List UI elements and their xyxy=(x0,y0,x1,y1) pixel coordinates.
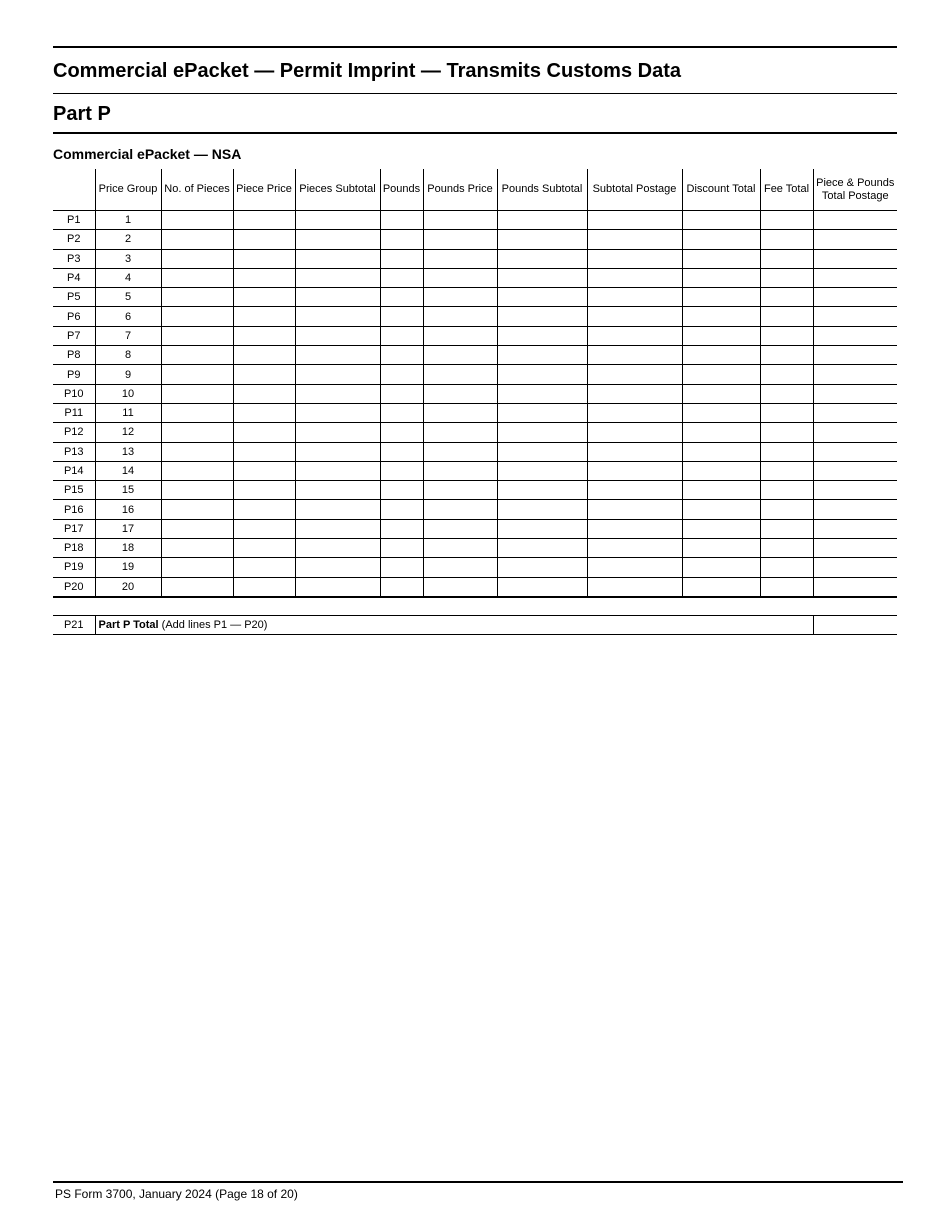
line-number: P9 xyxy=(53,365,95,384)
table-row xyxy=(53,423,897,442)
no-of-pieces-cell[interactable] xyxy=(161,423,233,442)
postage-table xyxy=(53,169,897,598)
subtotal-postage-cell[interactable] xyxy=(587,384,682,403)
pounds-subtotal-cell[interactable] xyxy=(497,519,587,538)
pounds-cell[interactable] xyxy=(380,558,423,577)
no-of-pieces-cell[interactable] xyxy=(161,461,233,480)
pieces-subtotal-cell[interactable] xyxy=(295,461,380,480)
discount-total-cell[interactable] xyxy=(682,577,760,597)
subtotal-postage-cell[interactable] xyxy=(587,519,682,538)
total-postage-cell[interactable] xyxy=(813,211,897,230)
pounds-subtotal-cell[interactable] xyxy=(497,423,587,442)
total-postage-cell[interactable] xyxy=(813,326,897,345)
table-row xyxy=(53,249,897,268)
fee-total-cell[interactable] xyxy=(760,539,813,558)
fee-total-cell[interactable] xyxy=(760,519,813,538)
subtotal-postage-cell[interactable] xyxy=(587,326,682,345)
price-group-value: 5 xyxy=(95,288,161,307)
piece-price-cell[interactable] xyxy=(233,307,295,326)
pounds-price-cell[interactable] xyxy=(423,519,497,538)
line-number: P14 xyxy=(53,461,95,480)
price-group-value: 3 xyxy=(95,249,161,268)
price-group-value: 19 xyxy=(95,558,161,577)
fee-total-cell[interactable] xyxy=(760,558,813,577)
total-postage-cell[interactable] xyxy=(813,577,897,597)
no-of-pieces-cell[interactable] xyxy=(161,326,233,345)
price-group-value: 7 xyxy=(95,326,161,345)
pounds-subtotal-cell[interactable] xyxy=(497,500,587,519)
table-row xyxy=(53,346,897,365)
fee-total-cell[interactable] xyxy=(760,500,813,519)
pounds-subtotal-cell[interactable] xyxy=(497,403,587,422)
price-group-value: 4 xyxy=(95,268,161,287)
pieces-subtotal-cell[interactable] xyxy=(295,384,380,403)
discount-total-cell[interactable] xyxy=(682,288,760,307)
discount-total-cell[interactable] xyxy=(682,539,760,558)
no-of-pieces-cell[interactable] xyxy=(161,558,233,577)
pounds-cell[interactable] xyxy=(380,307,423,326)
discount-total-cell[interactable] xyxy=(682,211,760,230)
pounds-subtotal-cell[interactable] xyxy=(497,230,587,249)
line-number: P3 xyxy=(53,249,95,268)
line-number: P19 xyxy=(53,558,95,577)
pounds-price-cell[interactable] xyxy=(423,423,497,442)
table-row xyxy=(53,442,897,461)
piece-price-cell[interactable] xyxy=(233,268,295,287)
no-of-pieces-cell[interactable] xyxy=(161,365,233,384)
pounds-price-cell[interactable] xyxy=(423,500,497,519)
pounds-price-cell[interactable] xyxy=(423,326,497,345)
discount-total-cell[interactable] xyxy=(682,481,760,500)
pounds-subtotal-cell[interactable] xyxy=(497,288,587,307)
price-group-value: 16 xyxy=(95,500,161,519)
table-row xyxy=(53,288,897,307)
piece-price-cell[interactable] xyxy=(233,365,295,384)
total-postage-cell[interactable] xyxy=(813,481,897,500)
line-number: P16 xyxy=(53,500,95,519)
pounds-subtotal-cell[interactable] xyxy=(497,461,587,480)
line-number: P15 xyxy=(53,481,95,500)
pieces-subtotal-cell[interactable] xyxy=(295,211,380,230)
fee-total-cell[interactable] xyxy=(760,384,813,403)
table-row xyxy=(53,326,897,345)
discount-total-cell[interactable] xyxy=(682,384,760,403)
total-postage-cell[interactable] xyxy=(813,423,897,442)
fee-total-cell[interactable] xyxy=(760,403,813,422)
col-header-line xyxy=(53,169,95,211)
piece-price-cell[interactable] xyxy=(233,249,295,268)
line-number: P13 xyxy=(53,442,95,461)
total-label: Part P Total xyxy=(98,619,159,631)
price-group-value: 15 xyxy=(95,481,161,500)
pieces-subtotal-cell[interactable] xyxy=(295,500,380,519)
pounds-subtotal-cell[interactable] xyxy=(497,268,587,287)
table-row xyxy=(53,500,897,519)
table-row xyxy=(53,211,897,230)
line-number: P12 xyxy=(53,423,95,442)
part-heading: Part P xyxy=(53,103,111,125)
no-of-pieces-cell[interactable] xyxy=(161,249,233,268)
pounds-cell[interactable] xyxy=(380,249,423,268)
discount-total-cell[interactable] xyxy=(682,346,760,365)
pounds-subtotal-cell[interactable] xyxy=(497,249,587,268)
no-of-pieces-cell[interactable] xyxy=(161,442,233,461)
pounds-price-cell[interactable] xyxy=(423,211,497,230)
pieces-subtotal-cell[interactable] xyxy=(295,403,380,422)
table-row xyxy=(53,384,897,403)
total-postage-cell[interactable] xyxy=(813,346,897,365)
fee-total-cell[interactable] xyxy=(760,249,813,268)
line-number: P4 xyxy=(53,268,95,287)
total-postage-cell[interactable] xyxy=(813,230,897,249)
price-group-value: 1 xyxy=(95,211,161,230)
price-group-value: 20 xyxy=(95,577,161,597)
discount-total-cell[interactable] xyxy=(682,365,760,384)
pounds-cell[interactable] xyxy=(380,346,423,365)
total-table xyxy=(53,615,897,635)
total-postage-cell[interactable] xyxy=(813,558,897,577)
piece-price-cell[interactable] xyxy=(233,519,295,538)
piece-price-cell[interactable] xyxy=(233,384,295,403)
pounds-price-cell[interactable] xyxy=(423,577,497,597)
piece-price-cell[interactable] xyxy=(233,577,295,597)
pounds-cell[interactable] xyxy=(380,403,423,422)
piece-price-cell[interactable] xyxy=(233,288,295,307)
price-group-value: 17 xyxy=(95,519,161,538)
piece-price-cell[interactable] xyxy=(233,461,295,480)
fee-total-cell[interactable] xyxy=(760,481,813,500)
table-row xyxy=(53,307,897,326)
pounds-cell[interactable] xyxy=(380,268,423,287)
subtotal-postage-cell[interactable] xyxy=(587,577,682,597)
no-of-pieces-cell[interactable] xyxy=(161,346,233,365)
pieces-subtotal-cell[interactable] xyxy=(295,577,380,597)
discount-total-cell[interactable] xyxy=(682,519,760,538)
col-header-no-of-pieces: No. of Pieces xyxy=(161,169,233,211)
footer-rule xyxy=(53,1181,903,1183)
pieces-subtotal-cell[interactable] xyxy=(295,558,380,577)
piece-price-cell[interactable] xyxy=(233,500,295,519)
no-of-pieces-cell[interactable] xyxy=(161,539,233,558)
pieces-subtotal-cell[interactable] xyxy=(295,365,380,384)
no-of-pieces-cell[interactable] xyxy=(161,268,233,287)
pounds-cell[interactable] xyxy=(380,577,423,597)
pounds-cell[interactable] xyxy=(380,423,423,442)
fee-total-cell[interactable] xyxy=(760,326,813,345)
fee-total-cell[interactable] xyxy=(760,365,813,384)
table-row xyxy=(53,268,897,287)
no-of-pieces-cell[interactable] xyxy=(161,577,233,597)
form-footer: PS Form 3700, January 2024 (Page 18 of 20) xyxy=(55,1187,298,1201)
pounds-cell[interactable] xyxy=(380,288,423,307)
col-header-pounds-subtotal: Pounds Subtotal xyxy=(497,169,587,211)
discount-total-cell[interactable] xyxy=(682,461,760,480)
subtotal-postage-cell[interactable] xyxy=(587,249,682,268)
pounds-subtotal-cell[interactable] xyxy=(497,326,587,345)
line-number: P8 xyxy=(53,346,95,365)
pieces-subtotal-cell[interactable] xyxy=(295,249,380,268)
price-group-value: 10 xyxy=(95,384,161,403)
pounds-price-cell[interactable] xyxy=(423,230,497,249)
discount-total-cell[interactable] xyxy=(682,307,760,326)
pieces-subtotal-cell[interactable] xyxy=(295,519,380,538)
pounds-cell[interactable] xyxy=(380,211,423,230)
pounds-subtotal-cell[interactable] xyxy=(497,346,587,365)
line-number: P11 xyxy=(53,403,95,422)
discount-total-cell[interactable] xyxy=(682,423,760,442)
col-header-pieces-subtotal: Pieces Subtotal xyxy=(295,169,380,211)
subtotal-postage-cell[interactable] xyxy=(587,423,682,442)
pounds-cell[interactable] xyxy=(380,500,423,519)
col-header-price-group: Price Group xyxy=(95,169,161,211)
subtotal-postage-cell[interactable] xyxy=(587,211,682,230)
piece-price-cell[interactable] xyxy=(233,211,295,230)
fee-total-cell[interactable] xyxy=(760,307,813,326)
subtotal-postage-cell[interactable] xyxy=(587,539,682,558)
fee-total-cell[interactable] xyxy=(760,288,813,307)
price-group-value: 12 xyxy=(95,423,161,442)
col-header-pounds-price: Pounds Price xyxy=(423,169,497,211)
price-group-value: 13 xyxy=(95,442,161,461)
pounds-price-cell[interactable] xyxy=(423,539,497,558)
total-postage-cell[interactable] xyxy=(813,288,897,307)
pounds-price-cell[interactable] xyxy=(423,268,497,287)
no-of-pieces-cell[interactable] xyxy=(161,230,233,249)
discount-total-cell[interactable] xyxy=(682,558,760,577)
table-row xyxy=(53,539,897,558)
piece-price-cell[interactable] xyxy=(233,230,295,249)
no-of-pieces-cell[interactable] xyxy=(161,500,233,519)
pounds-subtotal-cell[interactable] xyxy=(497,577,587,597)
piece-price-cell[interactable] xyxy=(233,539,295,558)
pounds-price-cell[interactable] xyxy=(423,365,497,384)
no-of-pieces-cell[interactable] xyxy=(161,288,233,307)
table-row xyxy=(53,461,897,480)
pieces-subtotal-cell[interactable] xyxy=(295,481,380,500)
pounds-subtotal-cell[interactable] xyxy=(497,211,587,230)
subtotal-postage-cell[interactable] xyxy=(587,461,682,480)
price-group-value: 6 xyxy=(95,307,161,326)
total-postage-cell[interactable] xyxy=(813,461,897,480)
total-postage-cell[interactable] xyxy=(813,249,897,268)
total-postage-cell[interactable] xyxy=(813,519,897,538)
line-number: P5 xyxy=(53,288,95,307)
col-header-pounds: Pounds xyxy=(380,169,423,211)
no-of-pieces-cell[interactable] xyxy=(161,481,233,500)
discount-total-cell[interactable] xyxy=(682,403,760,422)
total-line-number: P21 xyxy=(53,616,95,635)
total-postage-cell[interactable] xyxy=(813,442,897,461)
total-postage-cell[interactable] xyxy=(813,307,897,326)
subtotal-postage-cell[interactable] xyxy=(587,268,682,287)
table-row xyxy=(53,481,897,500)
line-number: P7 xyxy=(53,326,95,345)
discount-total-cell[interactable] xyxy=(682,249,760,268)
top-rule xyxy=(53,46,897,48)
pounds-subtotal-cell[interactable] xyxy=(497,539,587,558)
piece-price-cell[interactable] xyxy=(233,558,295,577)
fee-total-cell[interactable] xyxy=(760,442,813,461)
piece-price-cell[interactable] xyxy=(233,326,295,345)
table-row xyxy=(53,403,897,422)
total-postage-cell[interactable] xyxy=(813,500,897,519)
pounds-subtotal-cell[interactable] xyxy=(497,442,587,461)
pieces-subtotal-cell[interactable] xyxy=(295,423,380,442)
discount-total-cell[interactable] xyxy=(682,500,760,519)
subtotal-postage-cell[interactable] xyxy=(587,500,682,519)
line-number: P1 xyxy=(53,211,95,230)
total-postage-cell[interactable] xyxy=(813,384,897,403)
pounds-cell[interactable] xyxy=(380,384,423,403)
discount-total-cell[interactable] xyxy=(682,268,760,287)
subtotal-postage-cell[interactable] xyxy=(587,403,682,422)
pieces-subtotal-cell[interactable] xyxy=(295,288,380,307)
subtotal-postage-cell[interactable] xyxy=(587,346,682,365)
pounds-price-cell[interactable] xyxy=(423,442,497,461)
pounds-subtotal-cell[interactable] xyxy=(497,558,587,577)
pounds-cell[interactable] xyxy=(380,442,423,461)
pounds-price-cell[interactable] xyxy=(423,558,497,577)
fee-total-cell[interactable] xyxy=(760,211,813,230)
pounds-cell[interactable] xyxy=(380,481,423,500)
pounds-price-cell[interactable] xyxy=(423,384,497,403)
subtotal-postage-cell[interactable] xyxy=(587,307,682,326)
total-amount-cell[interactable] xyxy=(813,616,897,635)
section-heading: Commercial ePacket — NSA xyxy=(53,146,242,162)
no-of-pieces-cell[interactable] xyxy=(161,384,233,403)
total-postage-cell[interactable] xyxy=(813,403,897,422)
no-of-pieces-cell[interactable] xyxy=(161,211,233,230)
table-row xyxy=(53,519,897,538)
subtotal-postage-cell[interactable] xyxy=(587,288,682,307)
col-header-discount-total: Discount Total xyxy=(682,169,760,211)
pounds-subtotal-cell[interactable] xyxy=(497,481,587,500)
subtotal-postage-cell[interactable] xyxy=(587,481,682,500)
subtotal-postage-cell[interactable] xyxy=(587,230,682,249)
price-group-value: 18 xyxy=(95,539,161,558)
table-row xyxy=(53,230,897,249)
part-divider xyxy=(53,132,897,134)
col-header-piece-price: Piece Price xyxy=(233,169,295,211)
fee-total-cell[interactable] xyxy=(760,268,813,287)
col-header-fee-total: Fee Total xyxy=(760,169,813,211)
pounds-subtotal-cell[interactable] xyxy=(497,384,587,403)
pieces-subtotal-cell[interactable] xyxy=(295,539,380,558)
line-number: P17 xyxy=(53,519,95,538)
pounds-cell[interactable] xyxy=(380,461,423,480)
pounds-price-cell[interactable] xyxy=(423,481,497,500)
no-of-pieces-cell[interactable] xyxy=(161,519,233,538)
price-group-value: 9 xyxy=(95,365,161,384)
total-row xyxy=(53,616,897,635)
table-body xyxy=(53,211,897,597)
line-number: P6 xyxy=(53,307,95,326)
pounds-cell[interactable] xyxy=(380,230,423,249)
subtotal-postage-cell[interactable] xyxy=(587,558,682,577)
line-number: P2 xyxy=(53,230,95,249)
pieces-subtotal-cell[interactable] xyxy=(295,307,380,326)
total-note: (Add lines P1 — P20) xyxy=(161,619,268,631)
discount-total-cell[interactable] xyxy=(682,326,760,345)
col-header-subtotal-postage: Subtotal Postage xyxy=(587,169,682,211)
pounds-price-cell[interactable] xyxy=(423,403,497,422)
pieces-subtotal-cell[interactable] xyxy=(295,230,380,249)
piece-price-cell[interactable] xyxy=(233,346,295,365)
pieces-subtotal-cell[interactable] xyxy=(295,442,380,461)
table-row xyxy=(53,558,897,577)
line-number: P20 xyxy=(53,577,95,597)
total-postage-cell[interactable] xyxy=(813,268,897,287)
pounds-cell[interactable] xyxy=(380,326,423,345)
pounds-cell[interactable] xyxy=(380,539,423,558)
line-number: P18 xyxy=(53,539,95,558)
pounds-price-cell[interactable] xyxy=(423,288,497,307)
pounds-price-cell[interactable] xyxy=(423,249,497,268)
pieces-subtotal-cell[interactable] xyxy=(295,326,380,345)
discount-total-cell[interactable] xyxy=(682,442,760,461)
total-postage-cell[interactable] xyxy=(813,539,897,558)
no-of-pieces-cell[interactable] xyxy=(161,403,233,422)
pieces-subtotal-cell[interactable] xyxy=(295,346,380,365)
piece-price-cell[interactable] xyxy=(233,403,295,422)
pounds-subtotal-cell[interactable] xyxy=(497,365,587,384)
title-divider xyxy=(53,93,897,94)
piece-price-cell[interactable] xyxy=(233,423,295,442)
piece-price-cell[interactable] xyxy=(233,481,295,500)
page-title: Commercial ePacket — Permit Imprint — Transmits Customs Data xyxy=(53,60,681,82)
price-group-value: 2 xyxy=(95,230,161,249)
table-header-row xyxy=(53,169,897,211)
pieces-subtotal-cell[interactable] xyxy=(295,268,380,287)
fee-total-cell[interactable] xyxy=(760,577,813,597)
fee-total-cell[interactable] xyxy=(760,461,813,480)
price-group-value: 14 xyxy=(95,461,161,480)
pounds-price-cell[interactable] xyxy=(423,346,497,365)
price-group-value: 8 xyxy=(95,346,161,365)
no-of-pieces-cell[interactable] xyxy=(161,307,233,326)
fee-total-cell[interactable] xyxy=(760,230,813,249)
pounds-price-cell[interactable] xyxy=(423,461,497,480)
fee-total-cell[interactable] xyxy=(760,346,813,365)
fee-total-cell[interactable] xyxy=(760,423,813,442)
total-postage-cell[interactable] xyxy=(813,365,897,384)
table-row xyxy=(53,577,897,597)
total-description xyxy=(95,616,813,635)
price-group-value: 11 xyxy=(95,403,161,422)
col-header-total-postage: Piece & Pounds Total Postage xyxy=(813,169,897,211)
piece-price-cell[interactable] xyxy=(233,442,295,461)
line-number: P10 xyxy=(53,384,95,403)
pounds-price-cell[interactable] xyxy=(423,307,497,326)
pounds-cell[interactable] xyxy=(380,365,423,384)
subtotal-postage-cell[interactable] xyxy=(587,365,682,384)
pounds-cell[interactable] xyxy=(380,519,423,538)
discount-total-cell[interactable] xyxy=(682,230,760,249)
table-row xyxy=(53,365,897,384)
subtotal-postage-cell[interactable] xyxy=(587,442,682,461)
pounds-subtotal-cell[interactable] xyxy=(497,307,587,326)
